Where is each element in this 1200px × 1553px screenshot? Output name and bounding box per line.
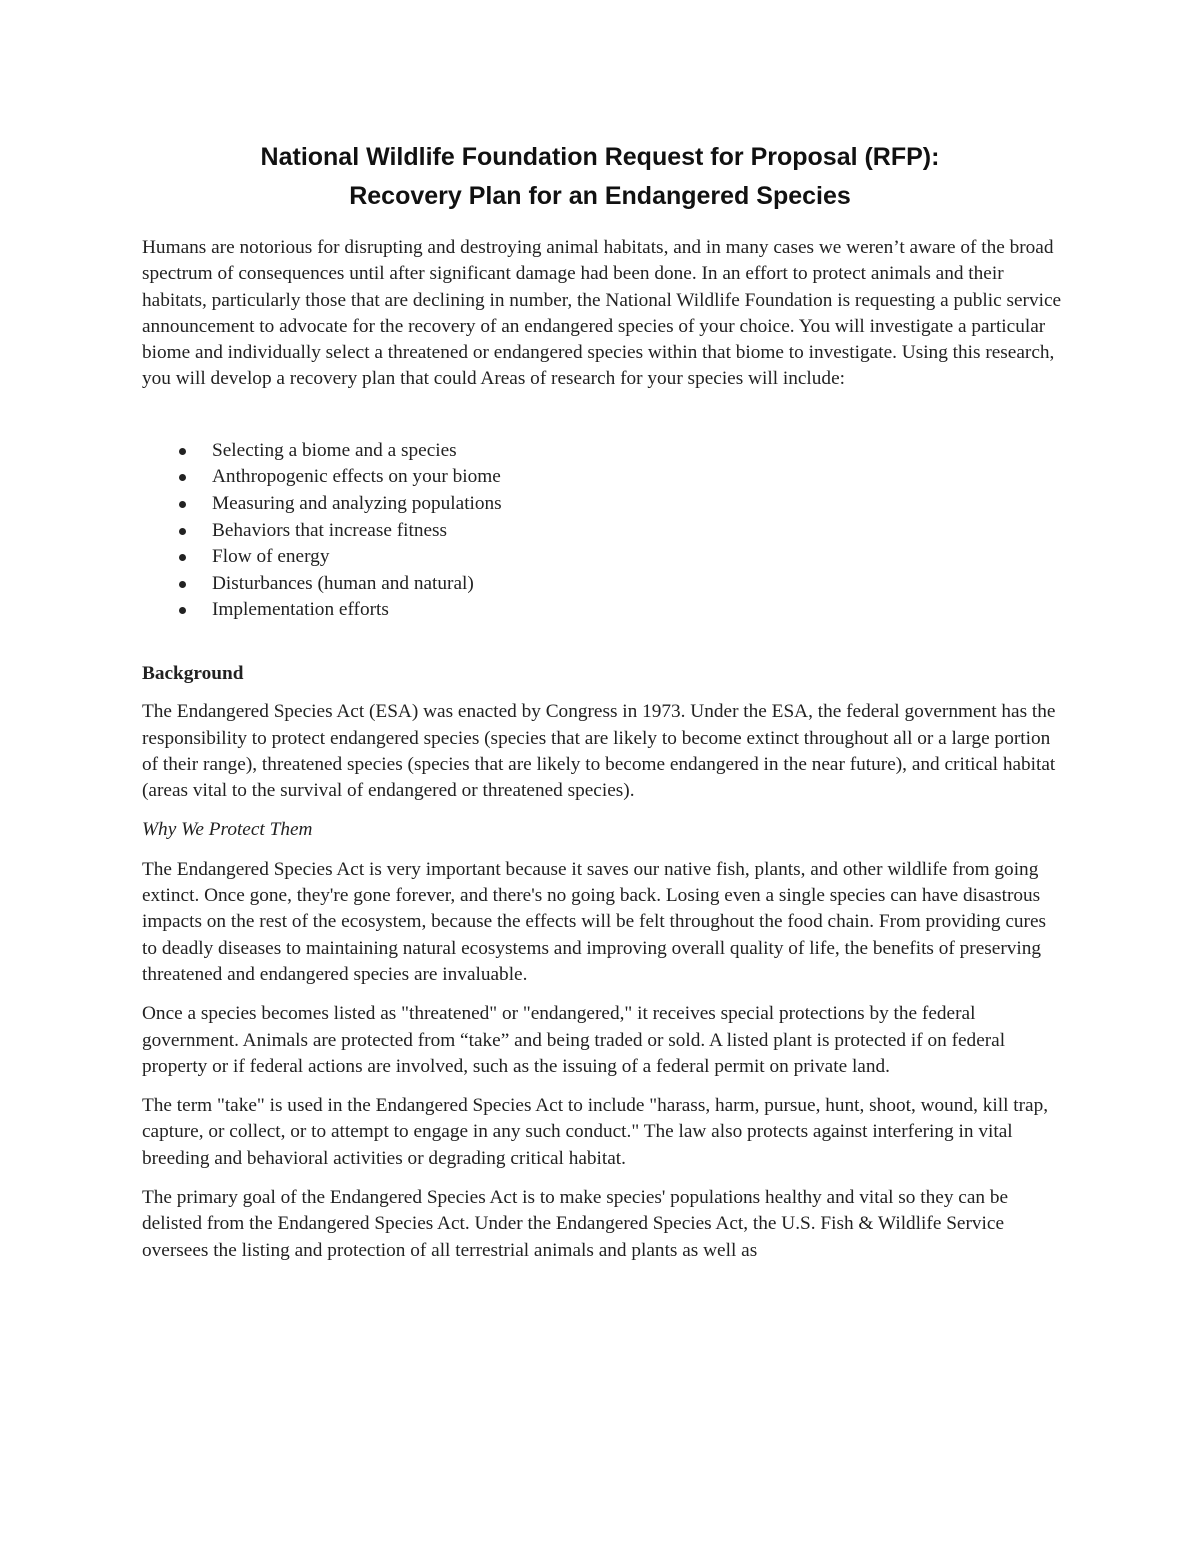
why-heading: Why We Protect Them — [142, 819, 313, 841]
why-paragraph-3: The term "take" is used in the Endangered Species Act to include "harass, harm, pursue, hunt, shoot, wound, kill trap, capture, or collect, or to attempt to engage in any such conduct." The law also protects against interfering in vital breeding and behavioral activities or degrading critical habitat. — [142, 1095, 1049, 1169]
why-paragraph-4: The primary goal of the Endangered Species Act is to make species' populations healthy and vital so they can be delisted from the Endangered Species Act. Under the Endangered Species Act, the U.S. Fish & Wildlife Service oversees the listing and protection of all terrestrial animals and plants as well as — [142, 1186, 1009, 1261]
list-item-text: Measuring and analyzing populations — [212, 492, 502, 514]
bullet-icon — [179, 581, 186, 588]
list-item-text: Implementation efforts — [212, 599, 389, 621]
list-item — [212, 544, 1062, 571]
bullet-icon — [179, 554, 186, 561]
list-item — [212, 571, 1062, 598]
list-item-text: Flow of energy — [212, 546, 330, 568]
why-paragraph-2: Once a species becomes listed as "threatened" or "endangered," it receives special protections by the federal government. Animals are protected from “take” and being traded or sold. A listed plant is protected if on federal property or if federal actions are involved, such as the issuing of a federal permit on private land. — [142, 1003, 1006, 1077]
bullet-icon — [179, 607, 186, 614]
list-item — [212, 491, 1062, 518]
list-item — [212, 438, 1062, 465]
why-paragraph-1: The Endangered Species Act is very important because it saves our native fish, plants, and other wildlife from going extinct. Once gone, they're gone forever, and there's no going back. Losing even a single species can have disastrous impacts on the rest of the ecosystem, because the effects will be felt throughout the food chain. From providing cures to deadly diseases to maintaining natural ecosystems and improving overall quality of life, the benefits of preserving threatened and endangered species are invaluable. — [142, 858, 1047, 985]
intro-paragraph: Humans are notorious for disrupting and destroying animal habitats, and in many cases we weren’t aware of the broad spectrum of consequences until after significant damage had been done. In an effort to protect animals and their habitats, particularly those that are declining in number, the National Wildlife Foundation is requesting a public service announcement to advocate for the recovery of an endangered species of your choice. You will investigate a particular biome and individually select a threatened or endangered species within that biome to investigate. Using this research, you will develop a recovery plan that could Areas of research for your species will include: — [142, 237, 1062, 390]
title-line-2: Recovery Plan for an Endangered Species — [349, 182, 851, 210]
background-paragraph: The Endangered Species Act (ESA) was enacted by Congress in 1973. Under the ESA, the federal government has the responsibility to protect endangered species (species that are likely to become extinct throughout all or a large portion of their range), threatened species (species that are likely to become endangered in the near future), and critical habitat (areas vital to the survival of endangered or threatened species). — [142, 701, 1056, 802]
document-page — [142, 138, 1062, 1277]
list-item — [212, 597, 1062, 624]
list-item — [212, 464, 1062, 491]
bullet-icon — [179, 474, 186, 481]
list-item-text: Anthropogenic effects on your biome — [212, 466, 501, 488]
research-areas-list — [142, 438, 1062, 624]
list-item-text: Disturbances (human and natural) — [212, 572, 474, 594]
bullet-icon — [179, 501, 186, 508]
list-item-text: Selecting a biome and a species — [212, 439, 457, 461]
document-title — [142, 138, 1058, 216]
bullet-icon — [179, 528, 186, 535]
title-line-1: National Wildlife Foundation Request for Proposal (RFP): — [260, 143, 940, 171]
bullet-icon — [179, 448, 186, 455]
background-heading: Background — [142, 662, 244, 684]
list-item — [212, 518, 1062, 545]
list-item-text: Behaviors that increase fitness — [212, 519, 448, 541]
